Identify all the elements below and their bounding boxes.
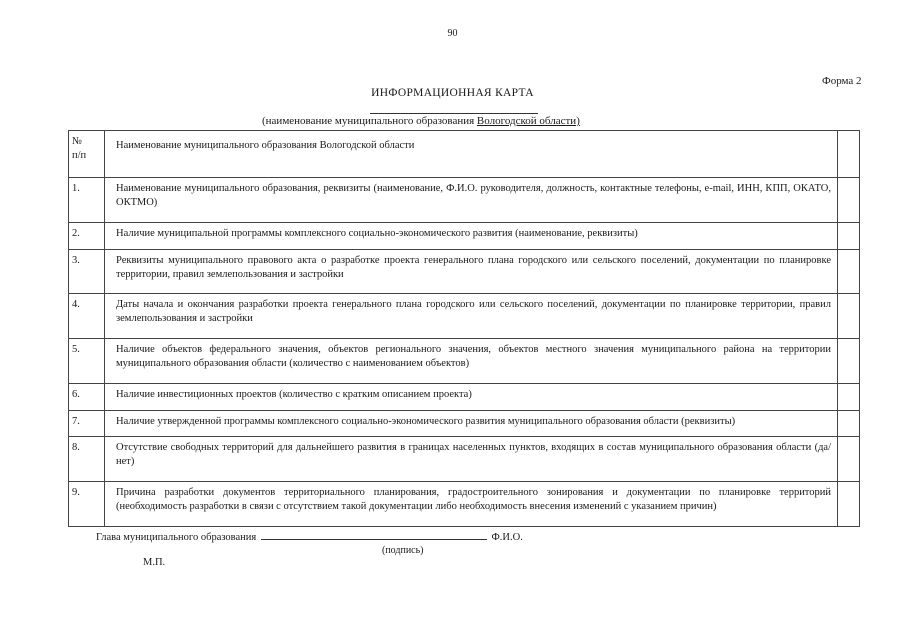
table-row (69, 383, 860, 410)
signature-blank (261, 530, 487, 540)
page-number: 90 (447, 28, 458, 39)
subtitle-region: Вологодской области) (476, 115, 580, 127)
subtitle-prefix: (наименование муниципального образования (262, 115, 475, 127)
document-title: ИНФОРМАЦИОННАЯ КАРТА (371, 87, 534, 99)
row-value-cell (838, 249, 860, 294)
signature-label: Глава муниципального образования (96, 532, 257, 543)
fio-label: Ф.И.О. (491, 532, 523, 543)
signature-hint: (подпись) (382, 545, 424, 556)
title-underline (370, 113, 538, 114)
table-row (69, 178, 860, 223)
table-row (69, 410, 860, 437)
num-header-symbol: № (72, 136, 83, 147)
row-text: Отсутствие свободных территорий для дальнейшего развития в границах населенных пунктов, входящих в состав муниципального образования области (да/нет) (105, 437, 838, 482)
row-number: 8. (69, 437, 105, 482)
num-header-abbr: п/п (72, 150, 87, 161)
row-number: 7. (69, 410, 105, 437)
row-value-cell (838, 294, 860, 339)
table-row (69, 339, 860, 384)
row-text: Наличие утвержденной программы комплексного социально-экономического развития муниципального образования области (реквизиты) (105, 410, 838, 437)
row-number: 4. (69, 294, 105, 339)
num-header-cell (69, 131, 105, 178)
row-value-cell (838, 383, 860, 410)
table-row (69, 249, 860, 294)
row-value-cell (838, 410, 860, 437)
row-text: Наличие инвестиционных проектов (количество с кратким описанием проекта) (105, 383, 838, 410)
info-card-table (68, 130, 860, 527)
document-subtitle (262, 115, 580, 127)
row-text: Наименование муниципального образования, реквизиты (наименование, Ф.И.О. руководителя, должность, контактные телефоны, e-mail, ИНН, КПП, ОКАТО, ОКТМО) (105, 178, 838, 223)
row-value-cell (838, 178, 860, 223)
table-header-row (69, 131, 860, 178)
form-label: Форма 2 (822, 75, 862, 87)
table-row (69, 294, 860, 339)
signature-line (96, 530, 523, 543)
table-row (69, 222, 860, 249)
row-number: 3. (69, 249, 105, 294)
stamp-label: М.П. (143, 557, 166, 568)
row-text: Наличие муниципальной программы комплексного социально-экономического развития (наименование, реквизиты) (105, 222, 838, 249)
row-number: 5. (69, 339, 105, 384)
row-value-cell (838, 339, 860, 384)
row-value-cell (838, 437, 860, 482)
row-number: 2. (69, 222, 105, 249)
row-number: 6. (69, 383, 105, 410)
header-value-cell (838, 131, 860, 178)
table-row (69, 482, 860, 527)
row-text: Причина разработки документов территориального планирования, градостроительного зонирования и документации по планировке территорий (необходимость разработки в связи с отсутствием такой документации либо необходимость внесения изменений с указанием причин) (105, 482, 838, 527)
row-value-cell (838, 222, 860, 249)
row-number: 1. (69, 178, 105, 223)
row-text: Даты начала и окончания разработки проекта генерального плана городского или сельского поселений, документации по планировке территории, правил землепользования и застройки (105, 294, 838, 339)
row-value-cell (838, 482, 860, 527)
table-row (69, 437, 860, 482)
row-text: Наличие объектов федерального значения, объектов регионального значения, объектов местного значения муниципального района на территории муниципального образования области (количество с наименованием объектов) (105, 339, 838, 384)
header-text-cell: Наименование муниципального образования Вологодской области (105, 131, 838, 178)
row-number: 9. (69, 482, 105, 527)
row-text: Реквизиты муниципального правового акта о разработке проекта генерального плана городского или сельского поселений, документации по планировке территории, правил землепользования и застройки (105, 249, 838, 294)
